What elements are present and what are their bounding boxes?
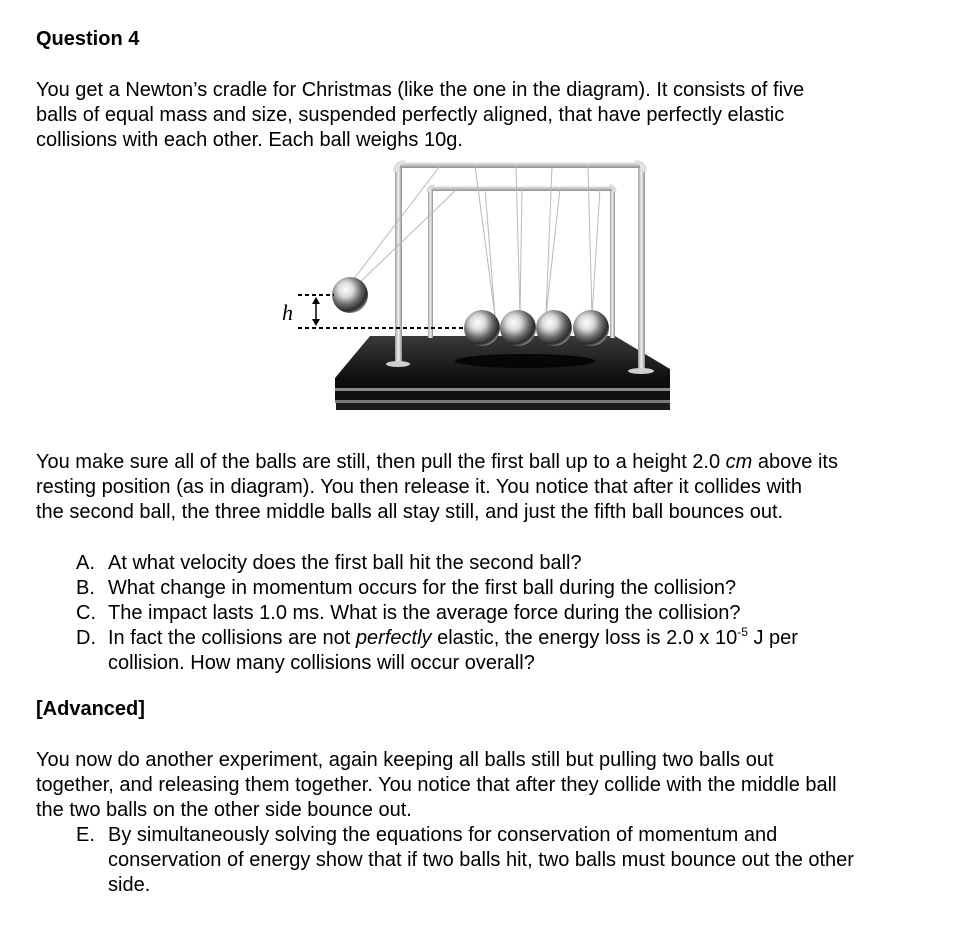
- intro-line-1: You get a Newton’s cradle for Christmas (like the one in the diagram). It consists of five: [36, 79, 805, 101]
- intro-paragraph: [36, 78, 941, 153]
- question-d: [76, 626, 798, 676]
- question-d-text-b: elastic, the energy loss is 2.0 x 10: [431, 627, 738, 649]
- question-c-text: The impact lasts 1.0 ms. What is the average force during the collision?: [108, 602, 741, 624]
- question-e-line-2: conservation of energy show that if two balls hit, two balls must bounce out the other: [108, 849, 854, 871]
- ball-3: [500, 310, 536, 346]
- question-d-line-1: [108, 626, 798, 651]
- question-e-line-3: side.: [108, 874, 151, 896]
- question-d-text-c: J per: [747, 627, 798, 649]
- question-c-letter: C.: [76, 602, 96, 624]
- question-d-line-2: collision. How many collisions will occur overall?: [108, 652, 535, 674]
- setup-paragraph: [36, 450, 941, 525]
- advanced-line-2: together, and releasing them together. You notice that after they collide with the middle ball: [36, 774, 837, 796]
- advanced-line-3: the two balls on the other side bounce out.: [36, 799, 412, 821]
- question-a-text: At what velocity does the first ball hit the second ball?: [108, 552, 582, 574]
- setup-unit: cm: [725, 451, 753, 473]
- ball-5: [573, 310, 609, 346]
- advanced-question-list: [76, 823, 854, 898]
- raised-ball: [332, 277, 368, 313]
- question-d-letter: D.: [76, 627, 96, 649]
- height-label: h: [282, 300, 293, 325]
- ball-4: [536, 310, 572, 346]
- setup-line-1: [36, 450, 941, 475]
- newtons-cradle-diagram: [270, 156, 670, 418]
- height-marker: [298, 295, 466, 328]
- question-c: [76, 601, 798, 626]
- question-title: Question 4: [36, 28, 140, 50]
- setup-line-3: the second ball, the three middle balls all stay still, and just the fifth ball bounces out.: [36, 501, 784, 523]
- ball-2: [464, 310, 500, 346]
- advanced-heading: [Advanced]: [36, 698, 145, 720]
- intro-line-2: balls of equal mass and size, suspended perfectly aligned, that have perfectly elastic: [36, 104, 785, 126]
- intro-line-3: collisions with each other. Each ball weighs 10g.: [36, 129, 463, 151]
- question-list: [76, 551, 798, 676]
- question-d-text-a: In fact the collisions are not: [108, 627, 356, 649]
- question-d-exponent: -5: [737, 625, 748, 639]
- cradle-base: [335, 336, 670, 410]
- advanced-paragraph: [36, 748, 941, 823]
- advanced-line-1: You now do another experiment, again keeping all balls still but pulling two balls out: [36, 749, 774, 771]
- question-b: [76, 576, 798, 601]
- setup-line-1a: You make sure all of the balls are still, then pull the first ball up to a height 2.0: [36, 451, 726, 473]
- question-e: [76, 823, 854, 898]
- question-b-text: What change in momentum occurs for the first ball during the collision?: [108, 577, 737, 599]
- setup-line-2: resting position (as in diagram). You then release it. You notice that after it collides with: [36, 476, 803, 498]
- question-b-letter: B.: [76, 577, 95, 599]
- question-e-letter: E.: [76, 824, 95, 846]
- question-a-letter: A.: [76, 552, 95, 574]
- question-e-line-1: By simultaneously solving the equations for conservation of momentum and: [108, 824, 778, 846]
- question-a: [76, 551, 798, 576]
- question-d-emphasis: perfectly: [355, 627, 432, 649]
- setup-line-1b: above its: [752, 451, 838, 473]
